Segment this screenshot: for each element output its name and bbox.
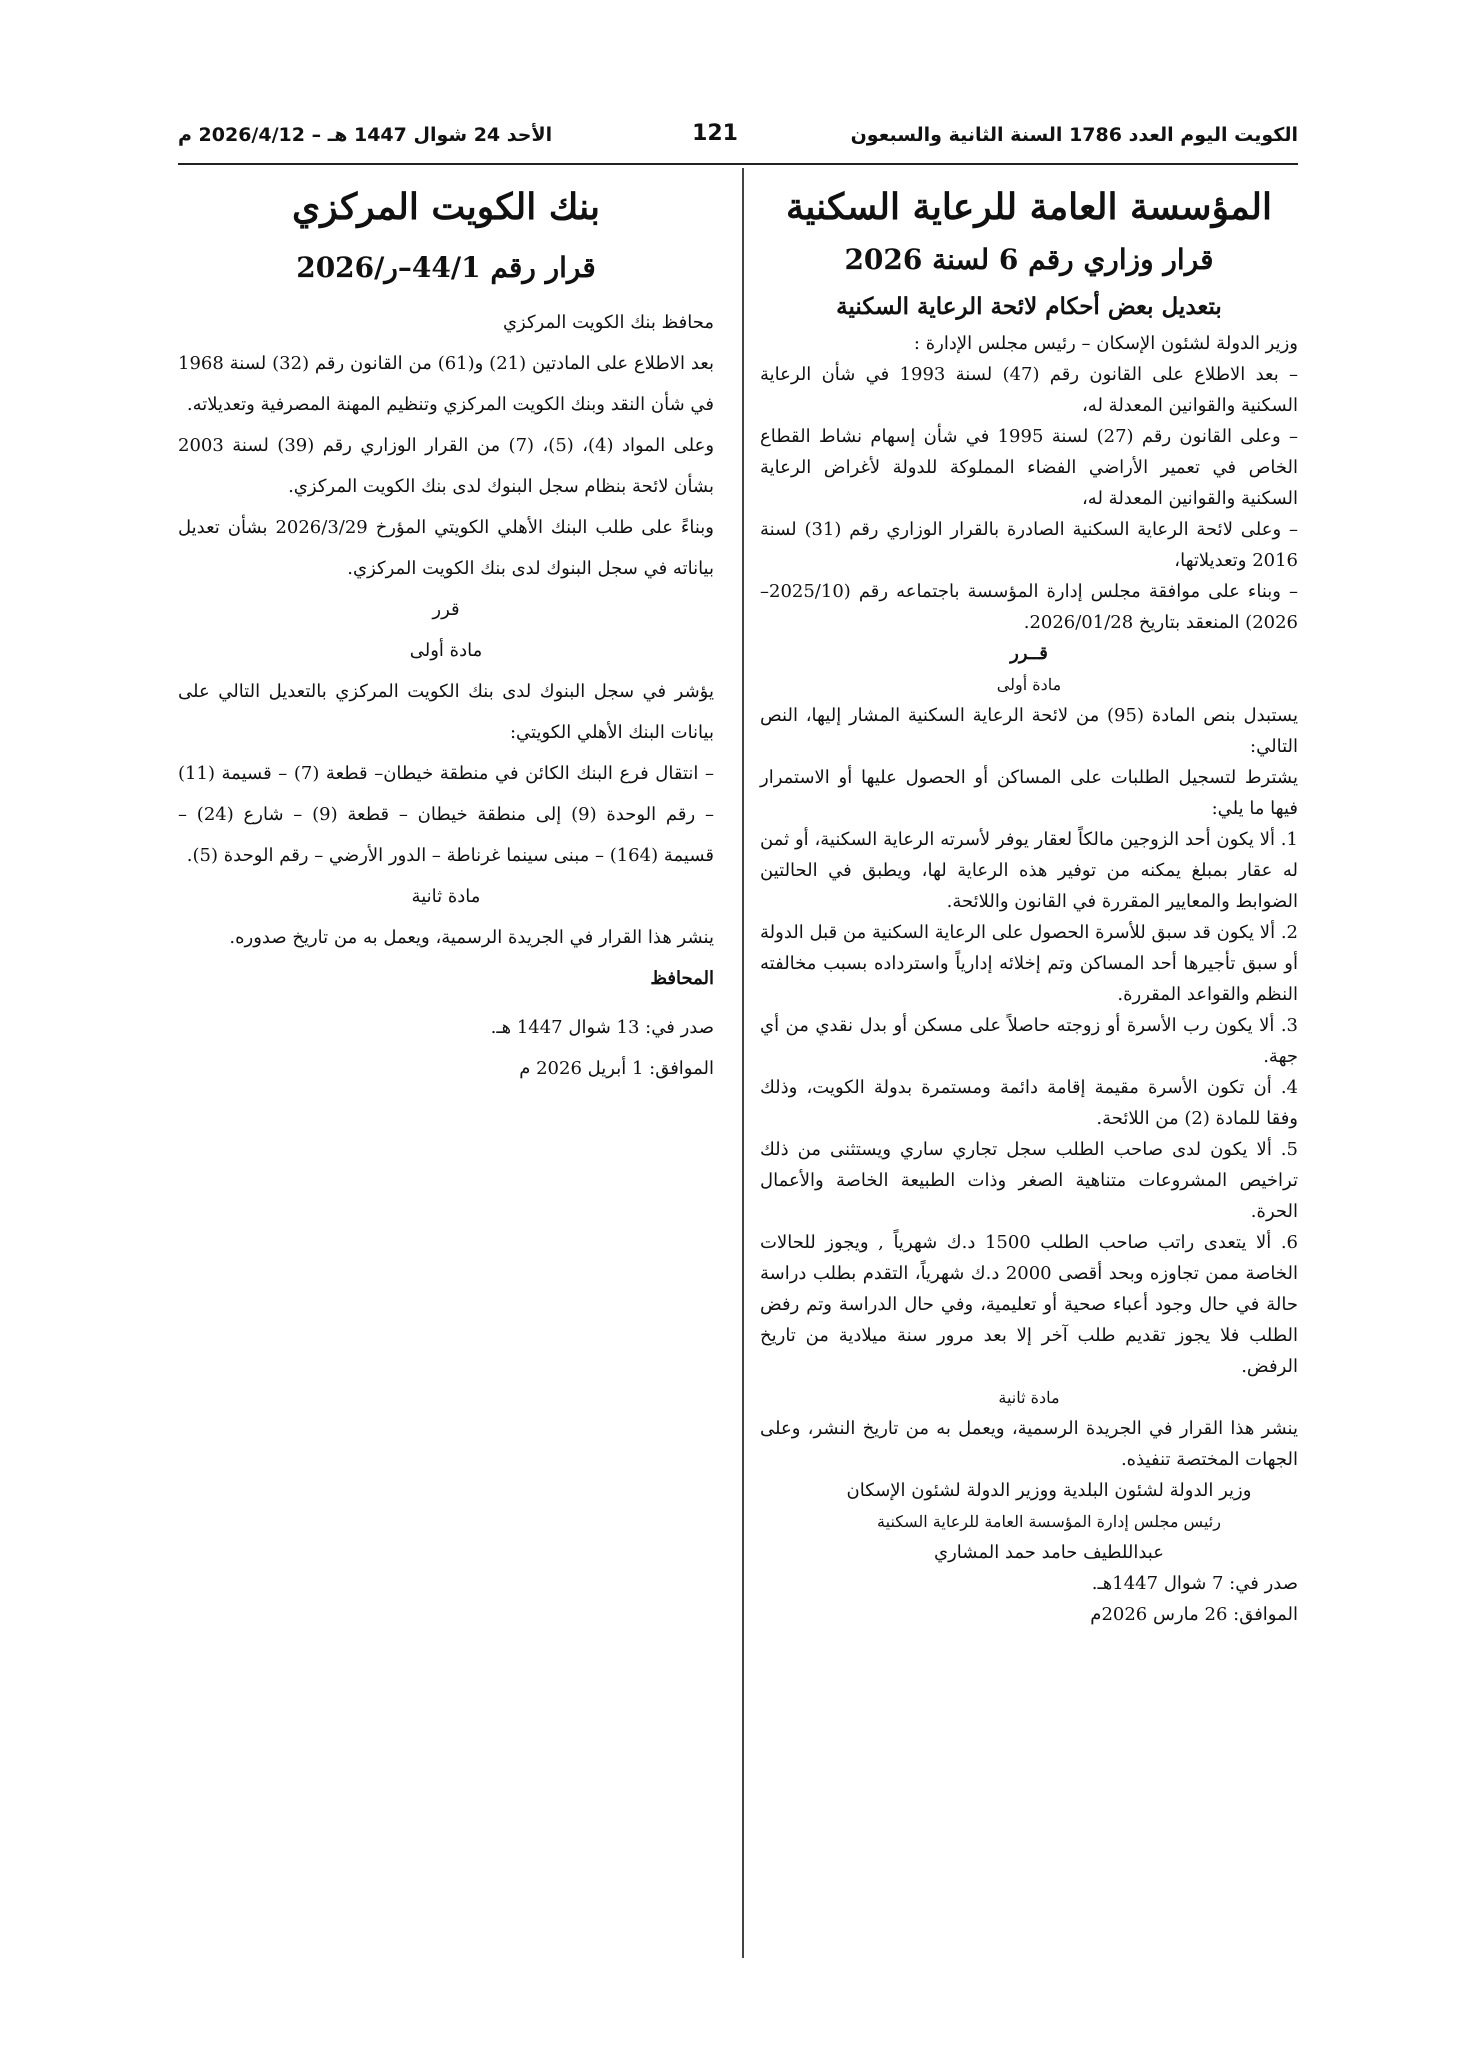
- housing-decision-subject: بتعديل بعض أحكام لائحة الرعاية السكنية: [836, 293, 1222, 320]
- housing-decision-column: [760, 180, 1298, 1630]
- page-number: 121: [692, 121, 738, 146]
- housing-signatory-title-1: وزير الدولة لشئون البلدية ووزير الدولة لشئون الإسكان: [846, 1480, 1252, 1501]
- central-bank-governor: المحافظ: [650, 968, 714, 989]
- central-bank-article1-title: مادة أولى: [409, 640, 483, 661]
- header-issue-info: الكويت اليوم العدد 1786 السنة الثانية والسبعون: [850, 124, 1298, 146]
- housing-preamble-1: – بعد الاطلاع على القانون رقم (47) لسنة 1993 في شأن الرعاية السكنية والقوانين المعدلة له،: [760, 364, 1298, 416]
- housing-condition-4: 4. أن تكون الأسرة مقيمة إقامة دائمة ومستمرة بدولة الكويت، وذلك وفقا للمادة (2) من اللائحة.: [760, 1077, 1298, 1129]
- header-date: الأحد 24 شوال 1447 هـ – 2026/4/12 م: [178, 124, 553, 146]
- housing-preamble-2: – وعلى القانون رقم (27) لسنة 1995 في شأن إسهام نشاط القطاع الخاص في تعمير الأراضي الفضاء المملوكة للدولة لأغراض الرعاية السكنية والقوانين المعدلة له،: [760, 426, 1298, 509]
- housing-org-title: المؤسسة العامة للرعاية السكنية: [786, 186, 1272, 228]
- housing-article1-conditions-intro: يشترط لتسجيل الطلبات على المساكن أو الحصول عليها أو الاستمرار فيها ما يلي:: [760, 767, 1298, 819]
- central-bank-article1-text: يؤشر في سجل البنوك لدى بنك الكويت المركزي بالتعديل التالي على بيانات البنك الأهلي الكويتي:: [178, 681, 714, 743]
- header-rule: [178, 163, 1298, 165]
- central-bank-decided: قرر: [432, 599, 460, 620]
- central-bank-title: بنك الكويت المركزي: [292, 186, 600, 228]
- housing-decision-title: قرار وزاري رقم 6 لسنة 2026: [844, 243, 1214, 276]
- housing-intro: وزير الدولة لشئون الإسكان – رئيس مجلس الإدارة :: [913, 333, 1298, 354]
- housing-condition-5: 5. ألا يكون لدى صاحب الطلب سجل تجاري ساري ويستثنى من ذلك تراخيص المشروعات متناهية الصغر وذات الطبيعة الخاصة والأعمال الحرة.: [760, 1139, 1298, 1222]
- central-bank-decision-title: قرار رقم 44/1–ر/2026: [296, 251, 596, 284]
- housing-issued-date: صدر في: 7 شوال 1447هـ.: [1091, 1573, 1298, 1594]
- housing-article1-intro: يستبدل بنص المادة (95) من لائحة الرعاية السكنية المشار إليها، النص التالي:: [760, 705, 1298, 757]
- housing-condition-6: 6. ألا يتعدى راتب صاحب الطلب 1500 د.ك شهرياً , ويجوز للحالات الخاصة ممن تجاوزه وبحد أقصى 2000 د.ك شهرياً، التقدم بطلب دراسة حالة في حال وجود أعباء صحية أو تعليمية، وفي حال الدراسة وتم رفض الطلب فلا يجوز تقديم طلب آخر إلا بعد مرور سنة ميلادية من تاريخ الرفض.: [760, 1232, 1298, 1377]
- central-bank-corresponding-date: الموافق: 1 أبريل 2026 م: [519, 1058, 714, 1079]
- housing-decided: قــرر: [1010, 643, 1048, 664]
- housing-preamble-3: – وعلى لائحة الرعاية السكنية الصادرة بالقرار الوزاري رقم (31) لسنة 2016 وتعديلاتها،: [760, 519, 1298, 571]
- central-bank-intro: محافظ بنك الكويت المركزي: [502, 312, 714, 333]
- central-bank-preamble-3: وبناءً على طلب البنك الأهلي الكويتي المؤرخ 2026/3/29 بشأن تعديل بياناته في سجل البنوك لدى بنك الكويت المركزي.: [178, 517, 714, 579]
- central-bank-preamble-1: بعد الاطلاع على المادتين (21) و(61) من القانون رقم (32) لسنة 1968 في شأن النقد وبنك الكويت المركزي وتنظيم المهنة المصرفية وتعديلاته.: [178, 353, 714, 415]
- column-divider: [742, 168, 744, 1958]
- central-bank-preamble-2: وعلى المواد (4)، (5)، (7) من القرار الوزاري رقم (39) لسنة 2003 بشأن لائحة بنظام سجل البنوك لدى بنك الكويت المركزي.: [178, 435, 715, 497]
- central-bank-article1-item: – انتقال فرع البنك الكائن في منطقة خيطان– قطعة (7) – قسيمة (11) – رقم الوحدة (9) إلى منطقة خيطان – قطعة (9) – شارع (24) – قسيمة (164) – مبنى سينما غرناطة – الدور الأرضي – رقم الوحدة (5).: [178, 763, 714, 866]
- housing-article2-title: مادة ثانية: [998, 1388, 1060, 1407]
- central-bank-decision-column: [178, 180, 714, 1089]
- page-header: [178, 118, 1298, 158]
- housing-condition-2: 2. ألا يكون قد سبق للأسرة الحصول على الرعاية السكنية من قبل الدولة أو سبق تأجيرها أحد المساكن وتم إخلائه إدارياً واسترداده بسبب مخالفته النظم والقواعد المقررة.: [760, 922, 1298, 1005]
- housing-article2-text: ينشر هذا القرار في الجريدة الرسمية، ويعمل به من تاريخ النشر، وعلى الجهات المختصة تنفيذه.: [760, 1418, 1298, 1470]
- housing-signatory-title-2: رئيس مجلس إدارة المؤسسة العامة للرعاية السكنية: [877, 1512, 1221, 1531]
- central-bank-article2-title: مادة ثانية: [411, 886, 481, 907]
- housing-signatory-name: عبداللطيف حامد حمد المشاري: [934, 1542, 1164, 1563]
- housing-condition-3: 3. ألا يكون رب الأسرة أو زوجته حاصلاً على مسكن أو بدل نقدي من أي جهة.: [760, 1015, 1298, 1067]
- housing-preamble-4: – وبناء على موافقة مجلس إدارة المؤسسة باجتماعه رقم (2025/10–2026) المنعقد بتاريخ 2026/01/28.: [760, 581, 1298, 633]
- housing-corresponding-date: الموافق: 26 مارس 2026م: [1090, 1604, 1298, 1625]
- central-bank-issued-date: صدر في: 13 شوال 1447 هـ.: [490, 1017, 714, 1038]
- central-bank-article2-text: ينشر هذا القرار في الجريدة الرسمية، ويعمل به من تاريخ صدوره.: [229, 927, 714, 948]
- housing-article1-title: مادة أولى: [996, 675, 1062, 694]
- housing-condition-1: 1. ألا يكون أحد الزوجين مالكاً لعقار يوفر لأسرته الرعاية السكنية، أو ثمن له عقار بمبلغ يمكنه من توفير هذه الرعاية لها، ويطبق في الحالتين الضوابط والمعايير المقررة في القانون واللائحة.: [760, 829, 1298, 912]
- housing-signature-block: [760, 1475, 1298, 1568]
